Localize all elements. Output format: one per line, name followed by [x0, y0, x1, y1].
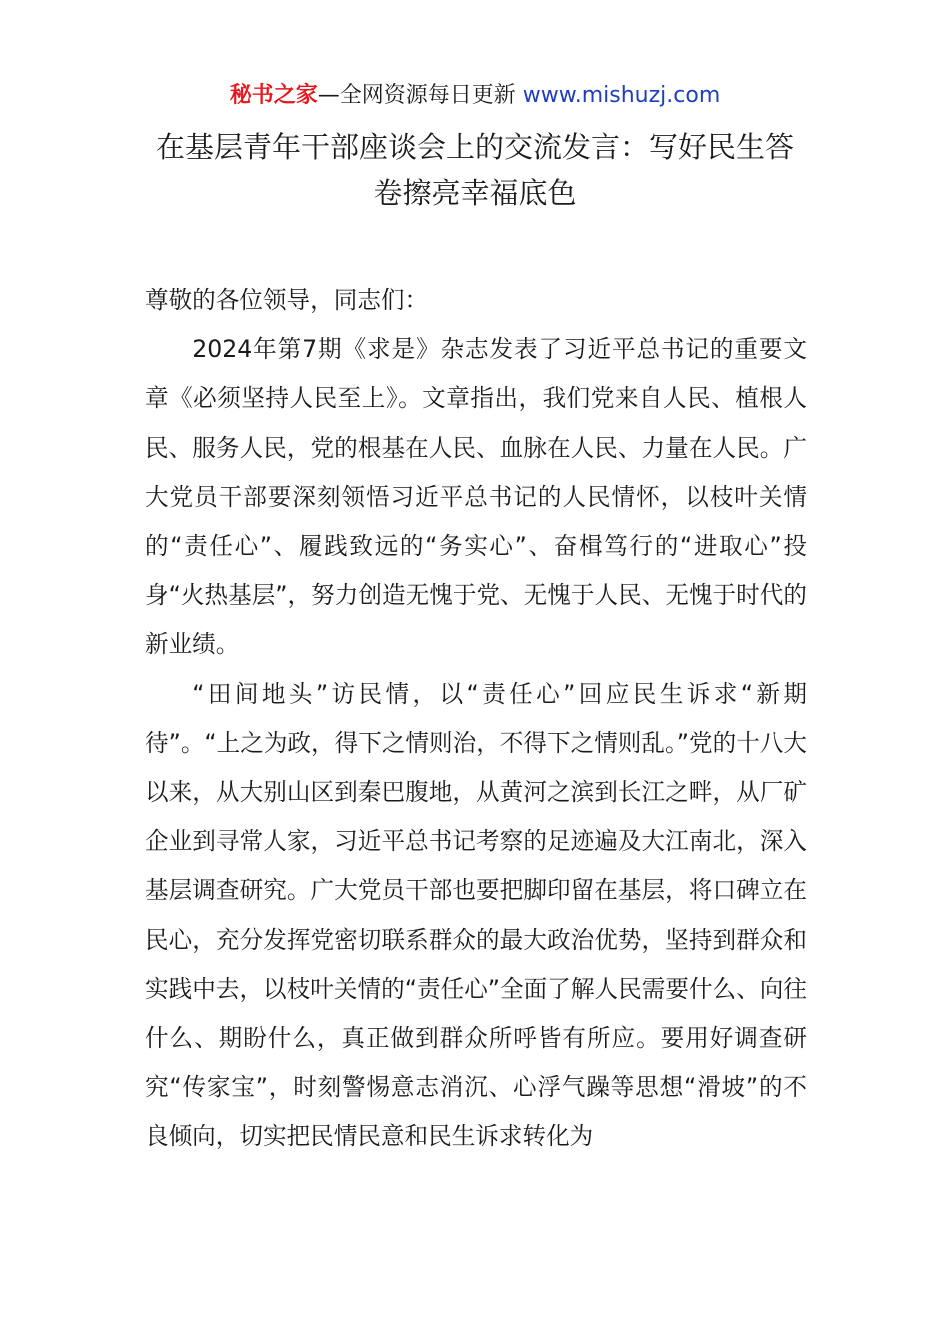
site-url-link[interactable]: www.mishuzj.com [522, 83, 721, 108]
paragraph: 2024年第7期《求是》杂志发表了习近平总书记的重要文章《必须坚持人民至上》。文章指出，我们党来自人民、植根人民、服务人民，党的根基在人民、血脉在人民、力量在人民。广大党员干部要深刻领悟习近平总书记的人民情怀，以枝叶关情的“责任心”、履践致远的“务实心”、奋楫笃行的“进取心”投身“火热基层”，努力创造无愧于党、无愧于人民、无愧于时代的新业绩。 [145, 335, 807, 659]
document-title: 在基层青年干部座谈会上的交流发言：写好民生答卷擦亮幸福底色 [155, 130, 794, 210]
site-header [0, 80, 950, 112]
paragraph: “田间地头”访民情，以“责任心”回应民生诉求“新期待”。“上之为政，得下之情则治，不得下之情则乱。”党的十八大以来，从大别山区到秦巴腹地，从黄河之滨到长江之畔，从厂矿企业到寻常人家，习近平总书记考察的足迹遍及大江南北，深入基层调查研究。广大党员干部也要把脚印留在基层，将口碑立在民心，充分发挥党密切联系群众的最大政治优势，坚持到群众和实践中去，以枝叶关情的“责任心”全面了解人民需要什么、向往什么、期盼什么，真正做到群众所呼皆有所应。要用好调查研究“传家宝”，时刻警惕意志消沉、心浮气躁等思想“滑坡”的不良倾向，切实把民情民意和民生诉求转化为 [145, 679, 807, 1151]
site-brand: 秘书之家 [229, 83, 318, 108]
salutation: 尊敬的各位领导，同志们： [145, 286, 429, 314]
document-body [145, 276, 807, 1162]
site-tagline: —全网资源每日更新 [317, 83, 516, 108]
